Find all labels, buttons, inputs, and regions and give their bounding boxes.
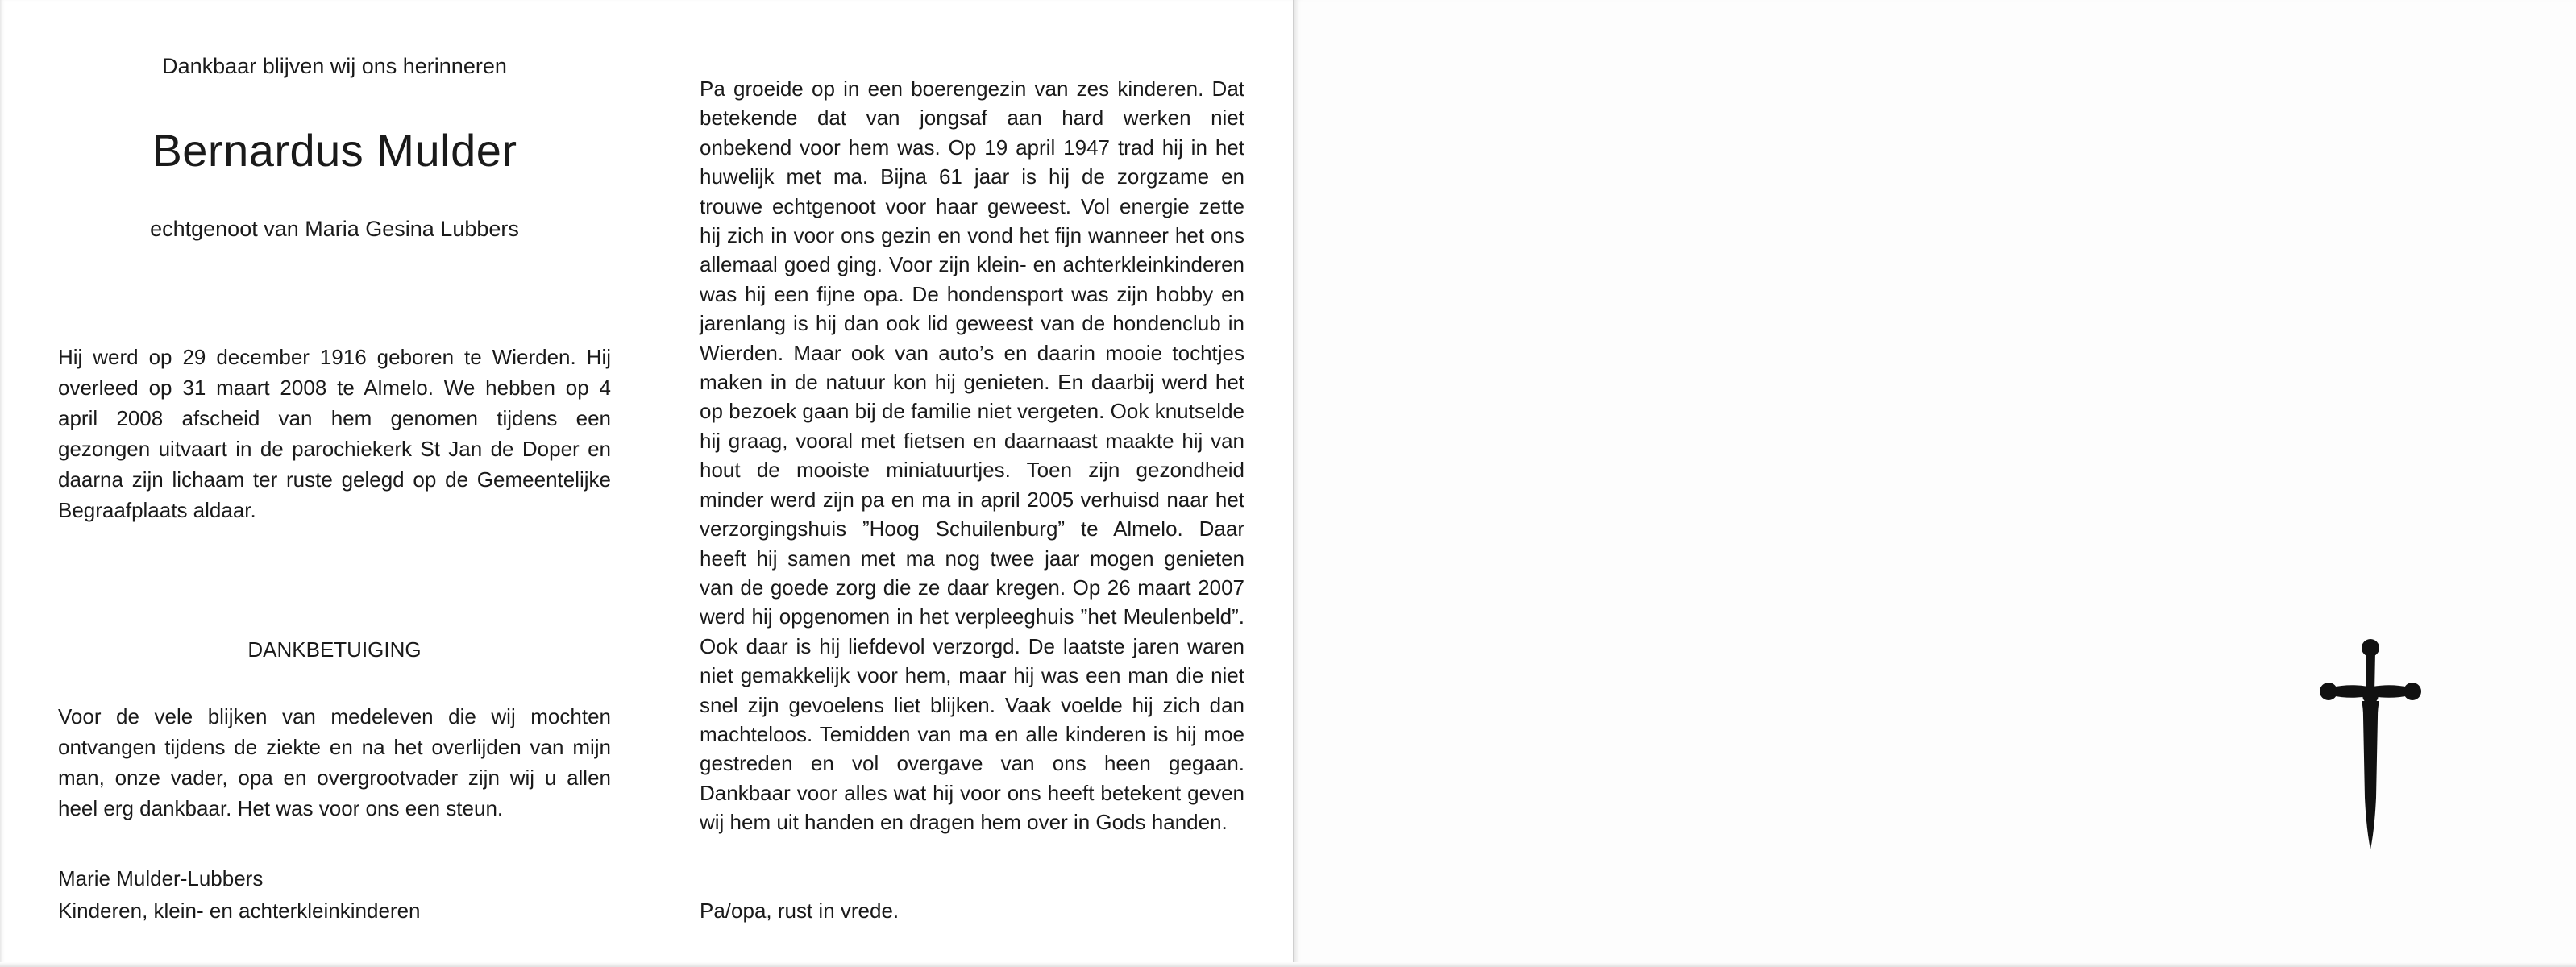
card-bottom-edge	[0, 962, 2576, 967]
life-story-paragraph: Pa groeide op in een boerengezin van zes kinderen. Dat betekende dat van jongsaf aan hard werken niet onbekend voor hem was. Op 19 april 1947 trad hij in het huwelijk met ma. Bijna 61 jaar is hij de zorgzame en trouwe echtgenoot voor haar geweest. Vol energie zette hij zich in voor ons gezin en vond het fijn wanneer het ons allemaal goed ging. Voor zijn klein- en achterkleinkinderen was hij een fijne opa. De hondensport was zijn hobby en jarenlang is hij dan ook lid geweest van de hondenclub in Wierden. Maar ook van auto’s en daarin mooie tochtjes maken in de natuur kon hij genieten. En daarbij werd het op bezoek gaan bij de familie niet vergeten. Ook knutselde hij graag, vooral met fietsen en daarnaast maakte hij van hout de mooiste miniatuurtjes. Toen zijn gezondheid minder werd zijn pa en ma in april 2005 verhuisd naar het verzorgingshuis ”Hoog Schuilenburg” te Almelo. Daar heeft hij samen met ma nog twee jaar mogen genieten van de goede zorg die ze daar kregen. Op 26 maart 2007 werd hij opgenomen in het verpleeghuis ”het Meulenbeld”. Ook daar is hij liefdevol verzorgd. De laatste jaren waren niet gemakkelijk voor hem, maar hij was een man die niet snel zijn gevoelens liet blijken. Vaak voelde hij zich dan machteloos. Temidden van ma en alle kinderen is hij moe gestreden en vol overgave van ons heen gegaan. Dankbaar voor alles wat hij voor ons heeft betekent geven wij hem uit handen en dragen hem over in Gods handen.	[700, 77, 1244, 835]
signature-family: Kinderen, klein- en achterkleinkinderen	[58, 899, 421, 923]
cross-shape	[2320, 639, 2421, 849]
signature-name: Marie Mulder-Lubbers	[58, 866, 264, 890]
cross-icon	[2318, 637, 2423, 854]
closing-line: Pa/opa, rust in vrede.	[700, 899, 900, 923]
spouse-line: echtgenoot van Maria Gesina Lubbers	[150, 217, 519, 241]
intro-line: Dankbaar blijven wij ons herinneren	[162, 54, 507, 78]
thanks-heading: DANKBETUIGING	[247, 637, 422, 662]
thanks-paragraph: Voor de vele blijken van medeleven die wij mochten ontvangen tijdens de ziekte en na het overlijden van mijn man, onze vader, opa en overgrootvader zijn wij u allen heel erg dankbaar. Het was voor ons een steun.	[58, 704, 611, 820]
bio-paragraph: Hij werd op 29 december 1916 geboren te Wierden. Hij overleed op 31 maart 2008 te Almelo. We hebben op 4 april 2008 afscheid van hem genomen tijdens een gezongen uitvaart in de parochiekerk St Jan de Doper en daarna zijn lichaam ter ruste gelegd op de Gemeentelijke Begraafplaats aldaar.	[58, 345, 611, 522]
deceased-name: Bernardus Mulder	[152, 125, 517, 176]
